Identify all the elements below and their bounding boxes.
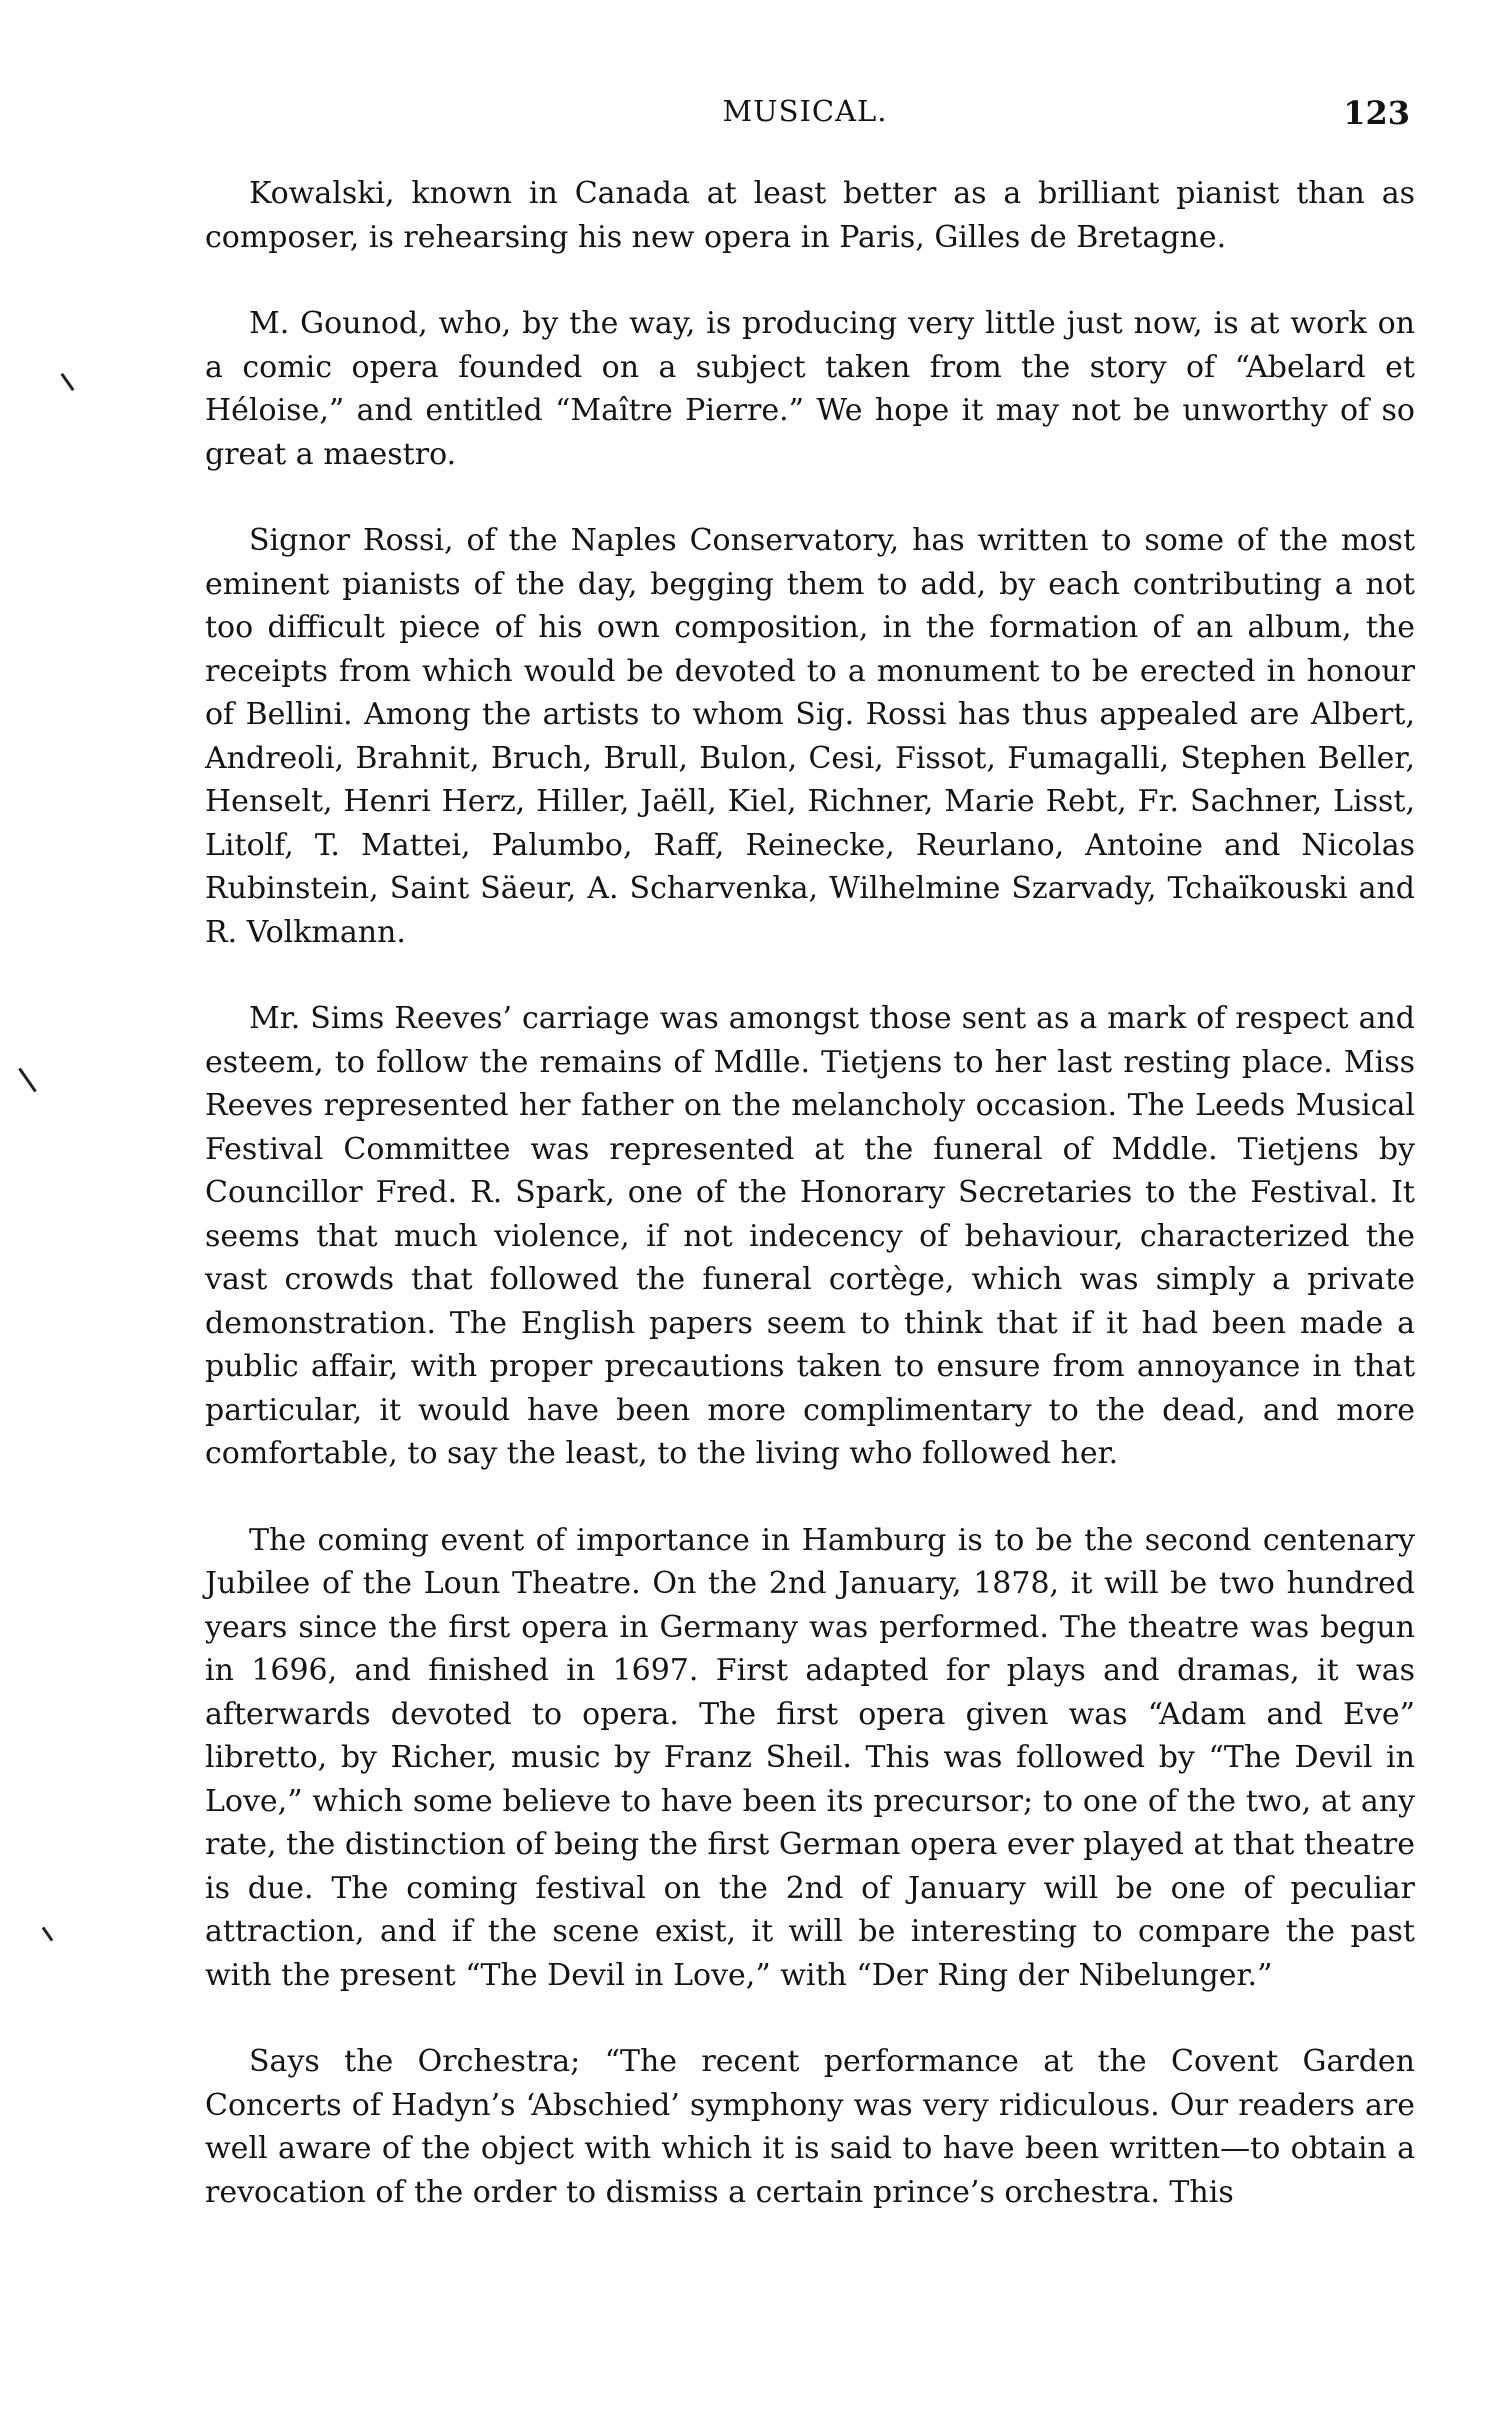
paragraph-kowalski: Kowalski, known in Canada at least better as a brilliant pianist than as composer, is rehearsing his new opera in Paris, Gilles de Bretagne. bbox=[205, 176, 1415, 255]
paragraph-hamburg: The coming event of importance in Hamburg is to be the second centenary Jubilee of the Loun Theatre. On the 2nd January, 1878, it will be two hundred years since the first opera in Germany was performed. The theatre was begun in 1696, and finished in 1697. First adapted for plays and dramas, it was afterwards devoted to opera. The first opera given was “Adam and Eve” libretto, by Richer, music by Franz Sheil. This was followed by “The Devil in Love,” which some believe to have been its precursor; to one of the two, at any rate, the distinction of being the first German opera ever played at that theatre is due. The coming festival on the 2nd of January will be one of peculiar attraction, and if the scene exist, it will be interesting to compare the past with the present “The Devil in Love,” with “Der Ring der Nibelunger.” bbox=[205, 1522, 1415, 1993]
paragraph-rossi: Signor Rossi, of the Naples Conservatory, has written to some of the most eminent pianists of the day, begging them to add, by each contributing a not too difficult piece of his own composition, in the formation of an album, the receipts from which would be devoted to a monument to be erected in honour of Bellini. Among the artists to whom Sig. Rossi has thus appealed are Albert, Andreoli, Brahnit, Bruch, Brull, Bulon, Cesi, Fissot, Fumagalli, Stephen Beller, Henselt, Henri Herz, Hiller, Jaëll, Kiel, Richner, Marie Rebt, Fr. Sachner, Lisst, Litolf, T. Mattei, Palumbo, Raff, Reinecke, Reurlano, Antoine and Nicolas Rubinstein, Saint Säeur, A. Scharvenka, Wilhelmine Szarvady, Tchaïkouski and R. Volkmann. bbox=[205, 523, 1415, 950]
article-body bbox=[205, 172, 1415, 2214]
paragraph-gounod: M. Gounod, who, by the way, is producing very little just now, is at work on a comic opera founded on a subject taken from the story of “Abelard et Héloise,” and entitled “Maître Pierre.” We hope it may not be unworthy of so great a maestro. bbox=[205, 306, 1415, 472]
paragraph-reeves: Mr. Sims Reeves’ carriage was amongst those sent as a mark of respect and esteem, to follow the remains of Mdlle. Tietjens to her last resting place. Miss Reeves represented her father on the melancholy occasion. The Leeds Musical Festival Committee was represented at the funeral of Mddle. Tietjens by Councillor Fred. R. Spark, one of the Honorary Secretaries to the Festival. It seems that much violence, if not indecency of behaviour, characterized the vast crowds that followed the funeral cortège, which was simply a private demonstration. The English papers seem to think that if it had been made a public affair, with proper precautions taken to ensure from annoyance in that particular, it would have been more complimentary to the dead, and more comfortable, to say the least, to the living who followed her. bbox=[205, 1001, 1415, 1471]
page-number: 123 bbox=[1343, 94, 1410, 132]
margin-mark bbox=[42, 1927, 54, 1942]
margin-mark bbox=[18, 1068, 37, 1093]
page-header bbox=[200, 94, 1410, 144]
running-title: MUSICAL. bbox=[722, 94, 888, 128]
margin-mark bbox=[61, 373, 75, 391]
paragraph-orchestra: Says the Orchestra; “The recent performance at the Covent Garden Concerts of Hadyn’s ‘Abschied’ symphony was very ridiculous. Our readers are well aware of the object with which it is said to have been written—to obtain a revocation of the order to dismiss a certain prince’s orchestra. This bbox=[205, 2044, 1415, 2210]
